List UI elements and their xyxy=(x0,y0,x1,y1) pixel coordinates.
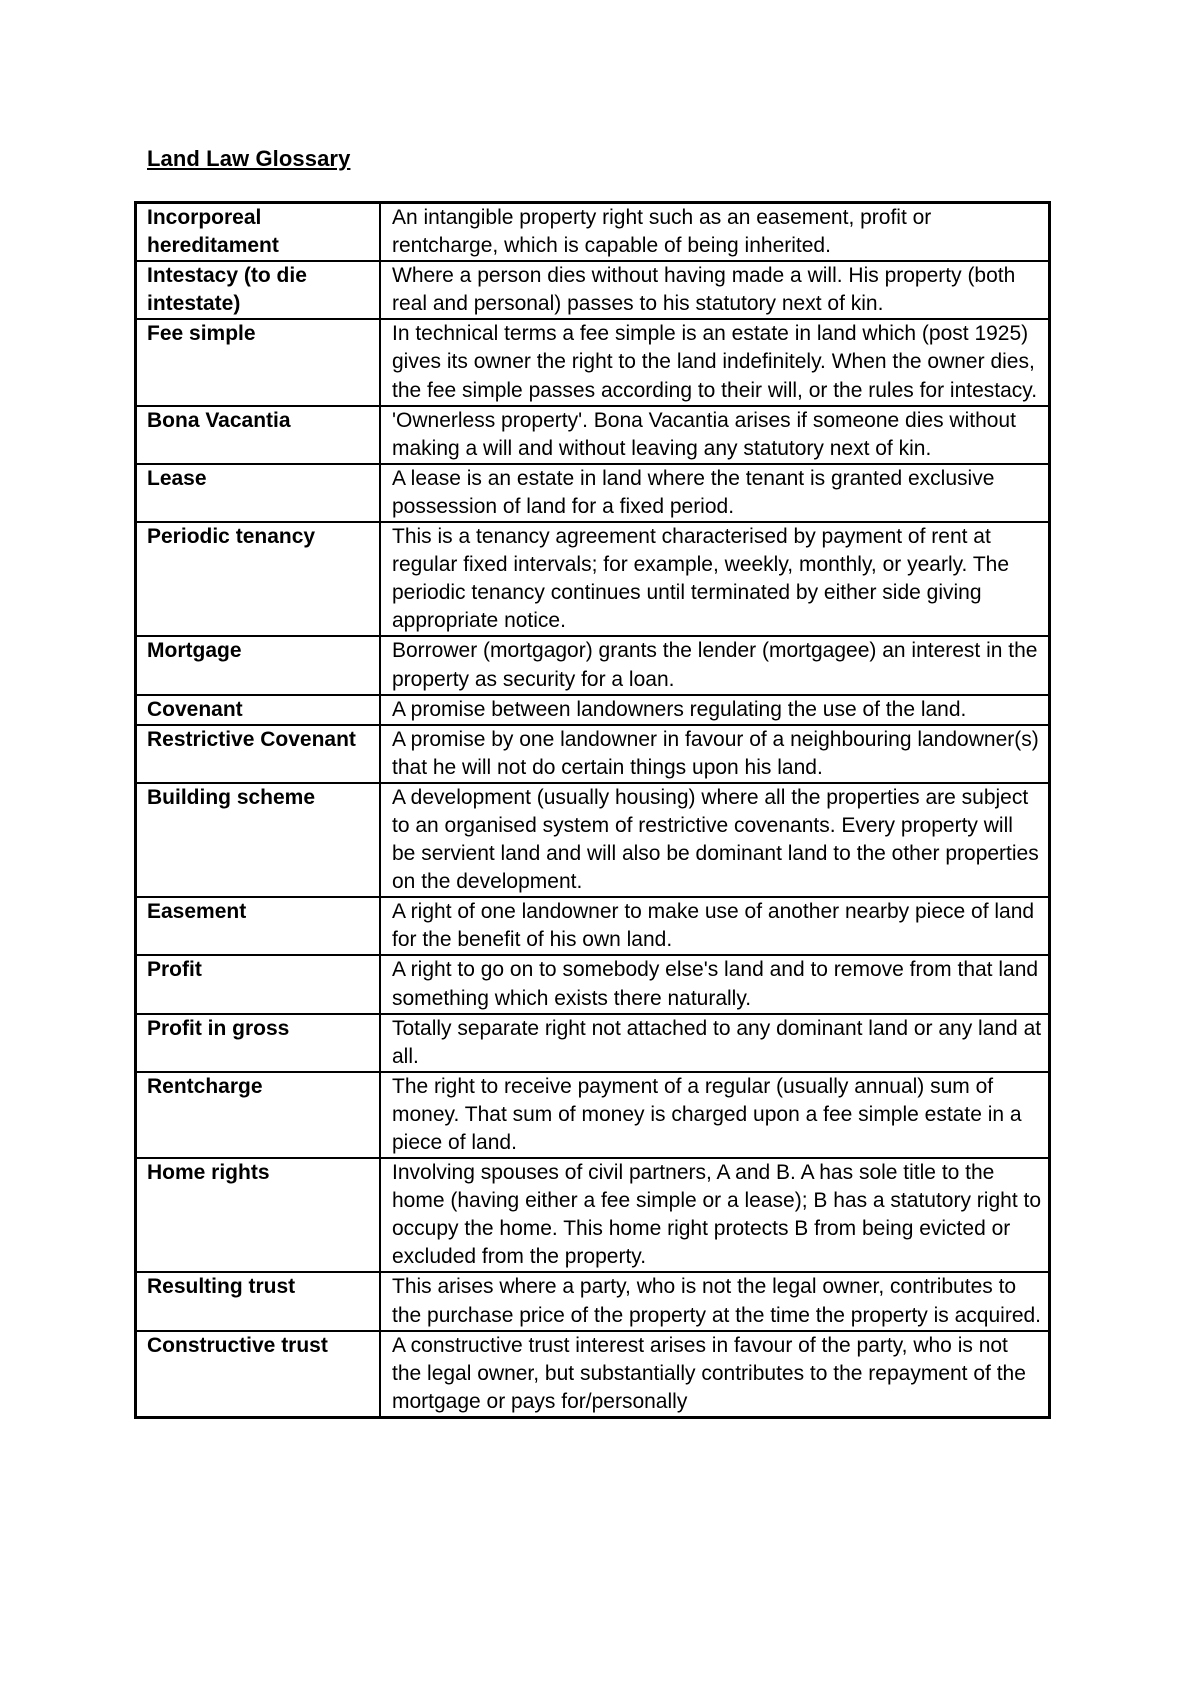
glossary-definition: Where a person dies without having made a will. His property (both real and personal) passes to his statutory next of kin. xyxy=(380,261,1050,319)
table-row xyxy=(136,695,1050,725)
table-row xyxy=(136,1272,1050,1330)
glossary-term: Intestacy (to die intestate) xyxy=(136,261,381,319)
glossary-definition: A promise by one landowner in favour of a neighbouring landowner(s) that he will not do certain things upon his land. xyxy=(380,725,1050,783)
table-row xyxy=(136,406,1050,464)
glossary-term: Covenant xyxy=(136,695,381,725)
glossary-definition: An intangible property right such as an easement, profit or rentcharge, which is capable of being inherited. xyxy=(380,203,1050,262)
glossary-term: Constructive trust xyxy=(136,1331,381,1418)
table-row xyxy=(136,464,1050,522)
glossary-term: Easement xyxy=(136,897,381,955)
glossary-term: Periodic tenancy xyxy=(136,522,381,636)
glossary-definition: A right to go on to somebody else's land and to remove from that land something which exists there naturally. xyxy=(380,955,1050,1013)
glossary-table xyxy=(134,201,1051,1419)
table-row xyxy=(136,1014,1050,1072)
table-row xyxy=(136,897,1050,955)
glossary-definition: A right of one landowner to make use of another nearby piece of land for the benefit of his own land. xyxy=(380,897,1050,955)
table-row xyxy=(136,319,1050,405)
glossary-definition: This arises where a party, who is not the legal owner, contributes to the purchase price of the property at the time the property is acquired. xyxy=(380,1272,1050,1330)
table-row xyxy=(136,636,1050,694)
table-row xyxy=(136,203,1050,262)
glossary-term: Mortgage xyxy=(136,636,381,694)
glossary-definition: A development (usually housing) where all the properties are subject to an organised system of restrictive covenants. Every property will be servient land and will also be dominant land to the other properties on the development. xyxy=(380,783,1050,897)
glossary-definition: Totally separate right not attached to any dominant land or any land at all. xyxy=(380,1014,1050,1072)
table-row xyxy=(136,1072,1050,1158)
glossary-definition: Borrower (mortgagor) grants the lender (mortgagee) an interest in the property as security for a loan. xyxy=(380,636,1050,694)
glossary-term: Home rights xyxy=(136,1158,381,1272)
glossary-term: Restrictive Covenant xyxy=(136,725,381,783)
glossary-definition: 'Ownerless property'. Bona Vacantia arises if someone dies without making a will and without leaving any statutory next of kin. xyxy=(380,406,1050,464)
glossary-definition: Involving spouses of civil partners, A and B. A has sole title to the home (having either a fee simple or a lease); B has a statutory right to occupy the home. This home right protects B from being evicted or excluded from the property. xyxy=(380,1158,1050,1272)
table-row xyxy=(136,955,1050,1013)
glossary-definition: In technical terms a fee simple is an estate in land which (post 1925) gives its owner the right to the land indefinitely. When the owner dies, the fee simple passes according to their will, or the rules for intestacy. xyxy=(380,319,1050,405)
glossary-term: Rentcharge xyxy=(136,1072,381,1158)
glossary-term: Building scheme xyxy=(136,783,381,897)
table-row xyxy=(136,261,1050,319)
table-row xyxy=(136,522,1050,636)
glossary-term: Profit xyxy=(136,955,381,1013)
glossary-definition: A lease is an estate in land where the tenant is granted exclusive possession of land for a fixed period. xyxy=(380,464,1050,522)
table-row xyxy=(136,1331,1050,1418)
glossary-term: Profit in gross xyxy=(136,1014,381,1072)
page-title: Land Law Glossary xyxy=(147,146,351,171)
glossary-term: Fee simple xyxy=(136,319,381,405)
glossary-term: Resulting trust xyxy=(136,1272,381,1330)
table-row xyxy=(136,1158,1050,1272)
glossary-definition: This is a tenancy agreement characterised by payment of rent at regular fixed intervals; for example, weekly, monthly, or yearly. The periodic tenancy continues until terminated by either side giving appropriate notice. xyxy=(380,522,1050,636)
glossary-term: Lease xyxy=(136,464,381,522)
table-row xyxy=(136,725,1050,783)
glossary-term: Bona Vacantia xyxy=(136,406,381,464)
glossary-definition: A constructive trust interest arises in favour of the party, who is not the legal owner, but substantially contributes to the repayment of the mortgage or pays for/personally xyxy=(380,1331,1050,1418)
glossary-term: Incorporeal hereditament xyxy=(136,203,381,262)
glossary-definition: A promise between landowners regulating the use of the land. xyxy=(380,695,1050,725)
glossary-definition: The right to receive payment of a regular (usually annual) sum of money. That sum of money is charged upon a fee simple estate in a piece of land. xyxy=(380,1072,1050,1158)
table-row xyxy=(136,783,1050,897)
